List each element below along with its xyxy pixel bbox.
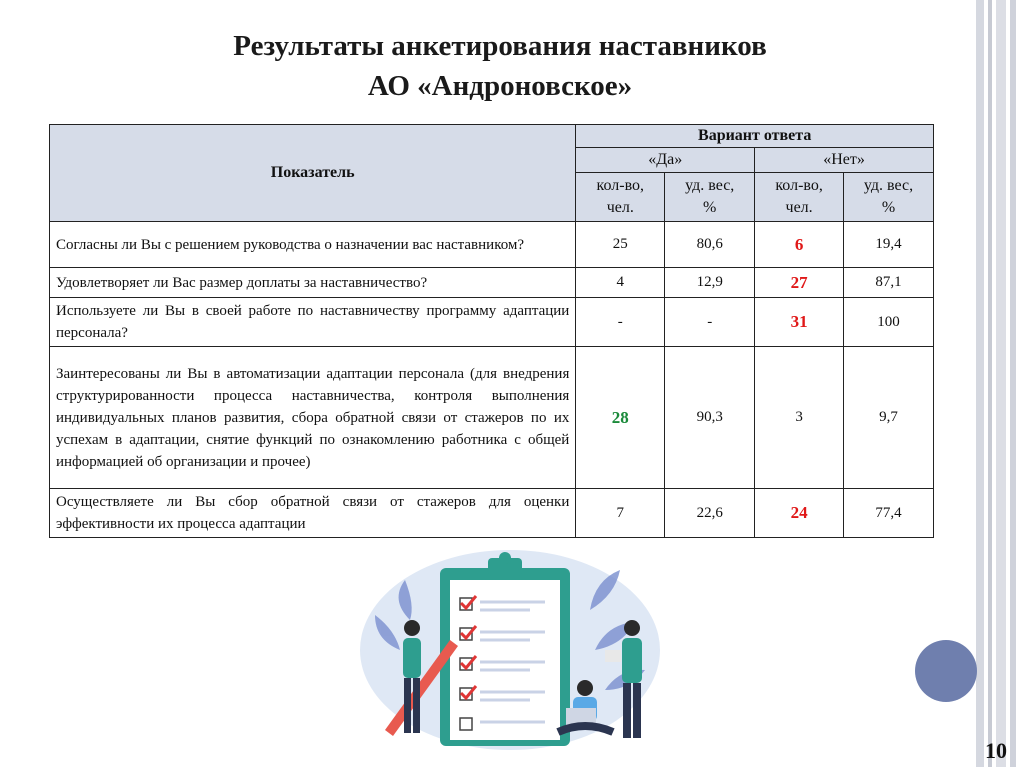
yes-pct-cell: -: [665, 298, 755, 347]
no-header: «Нет»: [755, 148, 934, 173]
yes-count-header: кол-во, чел.: [576, 173, 665, 222]
no-pct-cell: 87,1: [844, 268, 934, 298]
yes-count-cell: 25: [576, 222, 665, 268]
page-number: 10: [985, 738, 1007, 763]
page-title: [0, 26, 1000, 106]
no-count-cell: 31: [755, 298, 844, 347]
yes-pct-cell: 22,6: [665, 489, 755, 538]
decorative-stripes: [976, 0, 1024, 767]
indicator-header: Показатель: [50, 125, 576, 222]
table-row: [50, 222, 934, 268]
no-pct-cell: 77,4: [844, 489, 934, 538]
yes-count-cell: 4: [576, 268, 665, 298]
yes-pct-cell: 12,9: [665, 268, 755, 298]
no-count-header: кол-во, чел.: [755, 173, 844, 222]
yes-header: «Да»: [576, 148, 755, 173]
question-cell: Осуществляете ли Вы сбор обратной связи от стажеров для оценки эффективности их процесса адаптации: [50, 489, 576, 538]
question-cell: Удовлетворяет ли Вас размер доплаты за наставничество?: [50, 268, 576, 298]
no-pct-cell: 19,4: [844, 222, 934, 268]
yes-share-header: уд. вес, %: [665, 173, 755, 222]
yes-count-cell: 7: [576, 489, 665, 538]
no-share-header: уд. вес, %: [844, 173, 934, 222]
table-row: [50, 298, 934, 347]
no-count-cell: 3: [755, 347, 844, 489]
yes-count-cell: 28: [576, 347, 665, 489]
table-row: [50, 347, 934, 489]
survey-results-table: [49, 124, 934, 538]
no-count-cell: 24: [755, 489, 844, 538]
decorative-circle: [915, 640, 977, 702]
no-pct-cell: 9,7: [844, 347, 934, 489]
no-pct-cell: 100: [844, 298, 934, 347]
table-row: [50, 268, 934, 298]
table-row: [50, 489, 934, 538]
title-line-2: АО «Андроновское»: [367, 70, 633, 102]
no-count-cell: 27: [755, 268, 844, 298]
checklist-illustration: [340, 540, 670, 750]
yes-count-cell: -: [576, 298, 665, 347]
yes-pct-cell: 90,3: [665, 347, 755, 489]
question-cell: Заинтересованы ли Вы в автоматизации адаптации персонала (для внедрения структурированности процесса наставничества, контроля выполнения индивидуальных планов развития, сбора обратной связи от стажеров по их успехам в адаптации, снятие функций по ознакомлению работника с общей информацией об организации и прочее): [50, 347, 576, 489]
no-count-cell: 6: [755, 222, 844, 268]
question-cell: Используете ли Вы в своей работе по наставничеству программу адаптации персонала?: [50, 298, 576, 347]
title-line-1: Результаты анкетирования наставников: [233, 30, 767, 62]
answer-variant-header: Вариант ответа: [576, 125, 934, 148]
yes-pct-cell: 80,6: [665, 222, 755, 268]
question-cell: Согласны ли Вы с решением руководства о назначении вас наставником?: [50, 222, 576, 268]
